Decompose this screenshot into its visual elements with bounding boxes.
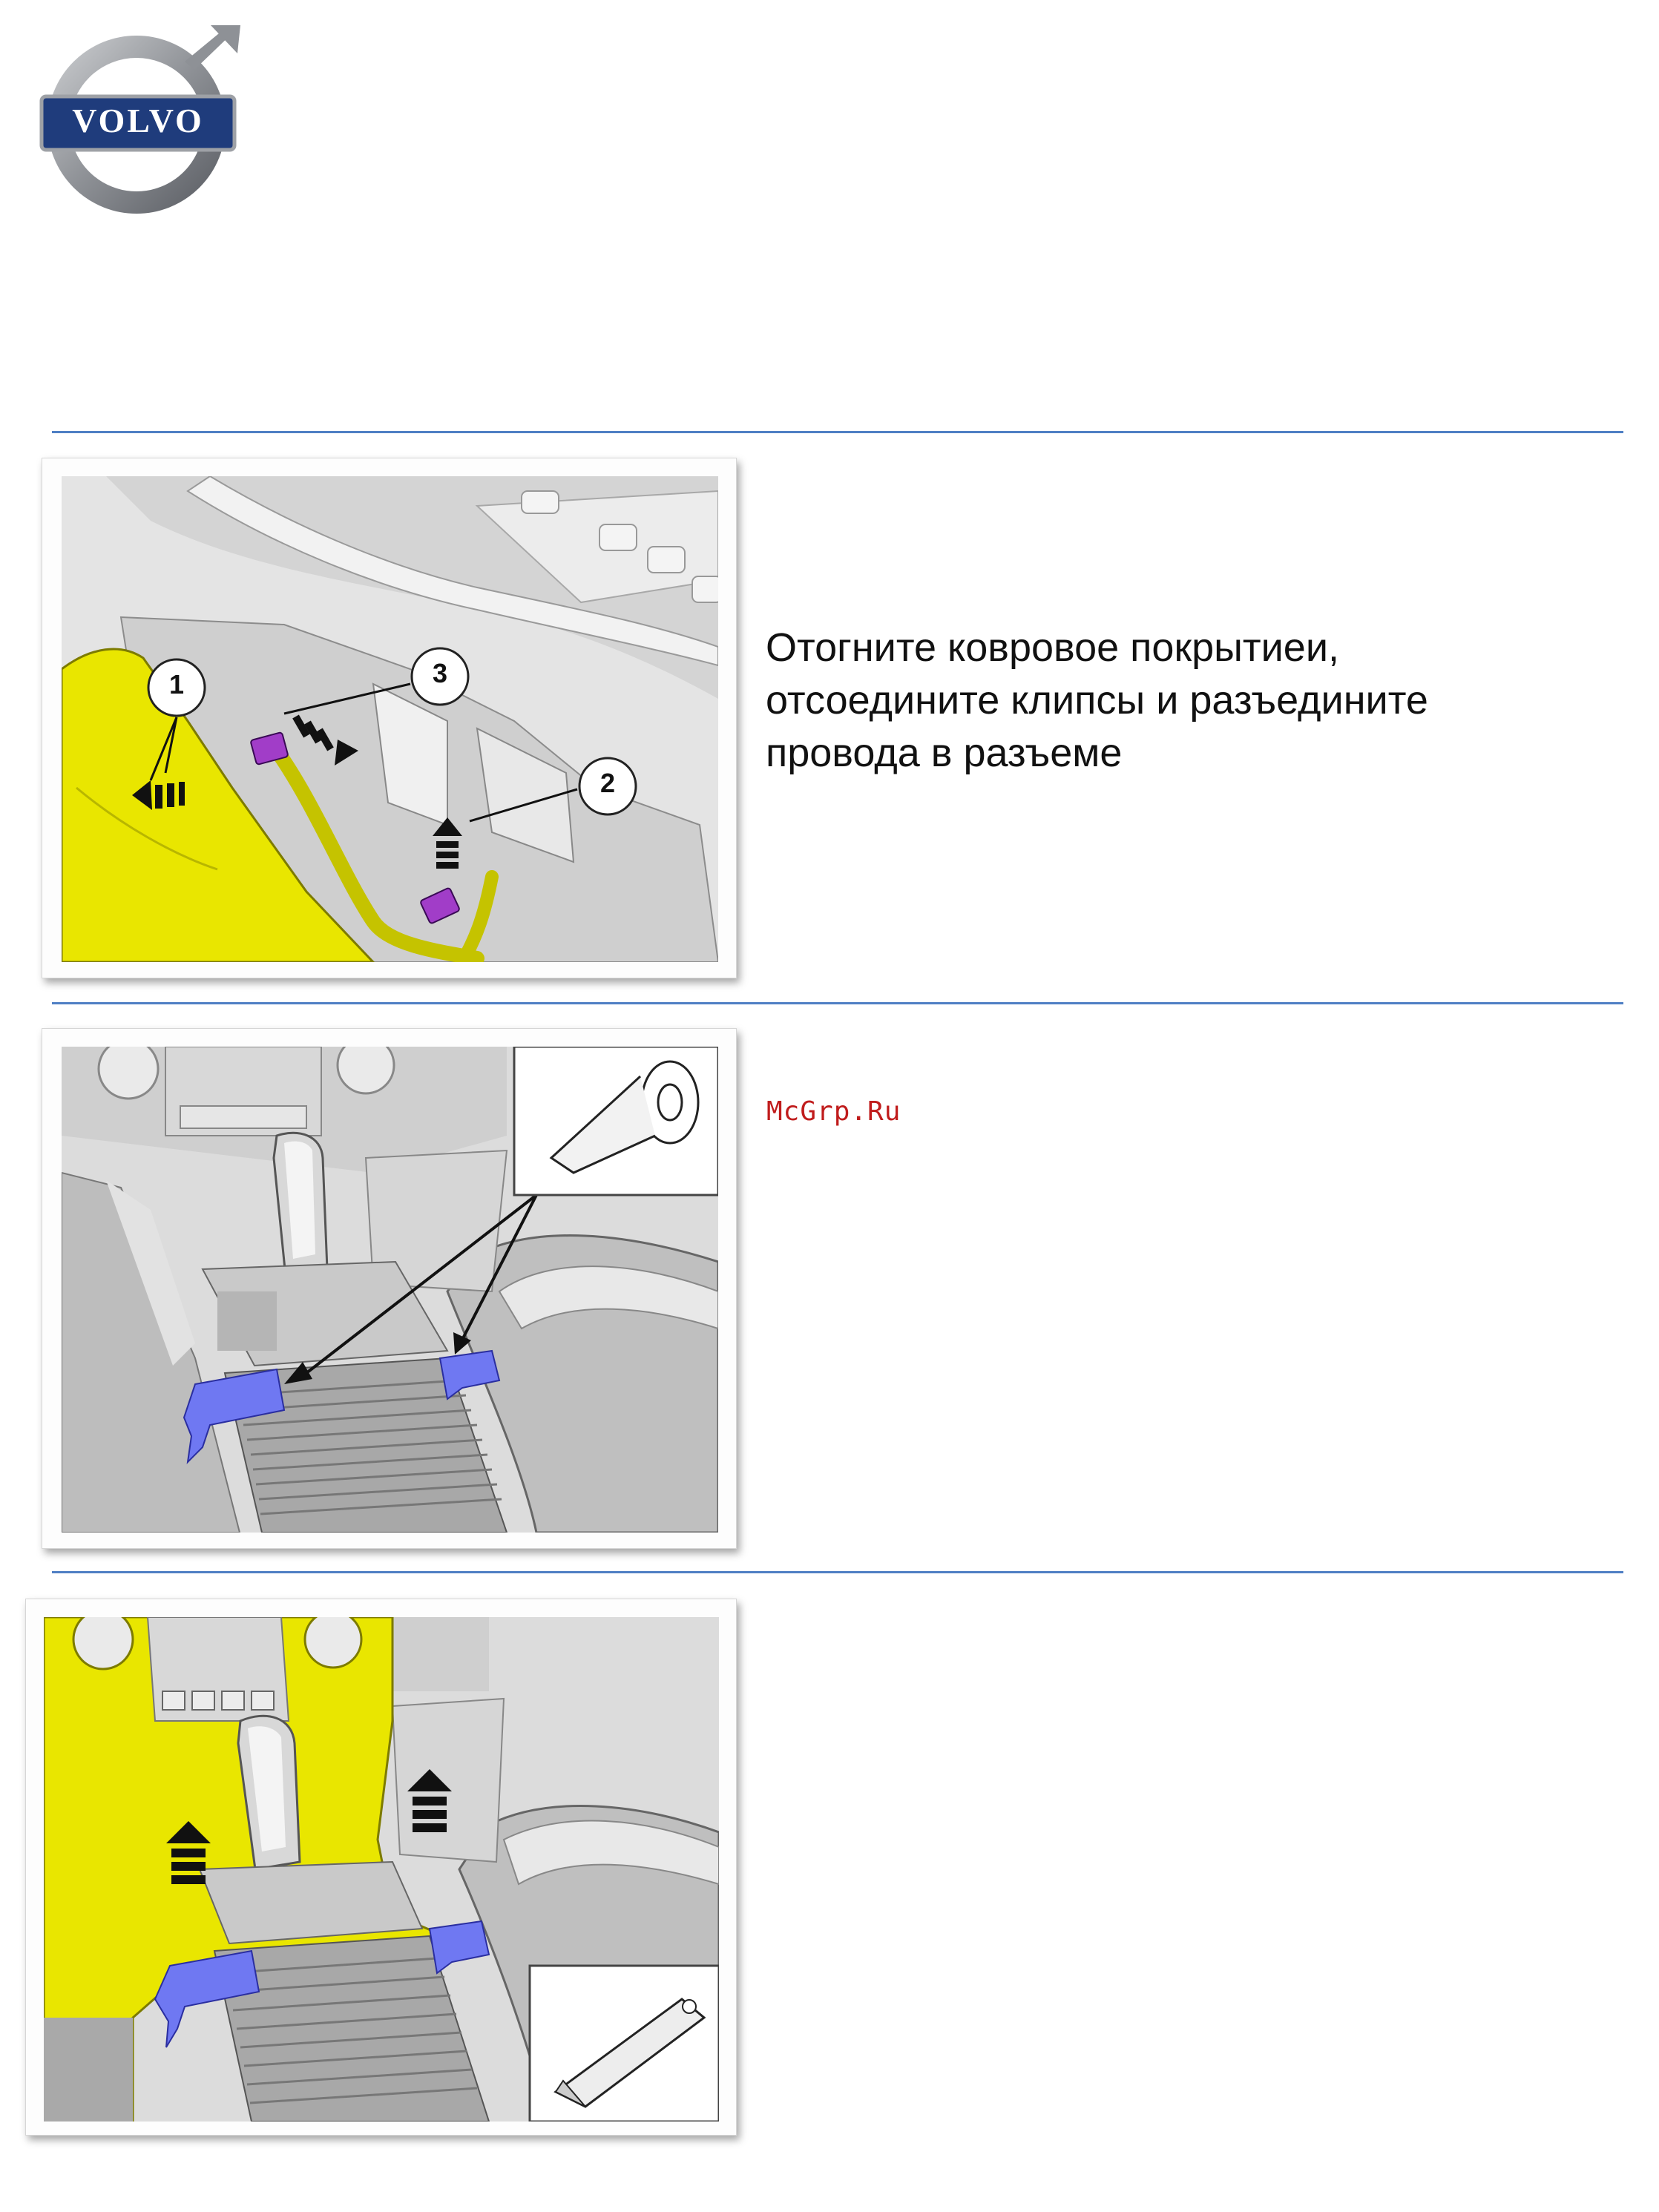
callout-1-label: 1: [168, 669, 185, 700]
watermark: McGrp.Ru: [766, 1096, 901, 1127]
step-2-illustration: [62, 1047, 718, 1533]
step-3-figure: [25, 1599, 737, 2136]
divider-3: [52, 1571, 1623, 1573]
volvo-logo: [33, 21, 248, 214]
step-1-line-2: отсоедините клипсы и разъедините: [766, 678, 1428, 722]
step-1-illustration: [62, 476, 718, 962]
step-1-figure: [42, 458, 737, 978]
callout-3-label: 3: [432, 658, 448, 688]
callout-2-label: 2: [599, 768, 616, 798]
step-1-instruction: [766, 622, 1428, 780]
divider-2: [52, 1002, 1623, 1004]
divider-1: [52, 431, 1623, 433]
step-2-figure: [42, 1028, 737, 1549]
step-1-line-3: провода в разъеме: [766, 731, 1123, 775]
logo-text: VOLVO: [72, 102, 204, 139]
step-1-line-1: Отогните ковровое покрытиеи,: [766, 625, 1340, 670]
step-3-illustration: [44, 1617, 719, 2122]
